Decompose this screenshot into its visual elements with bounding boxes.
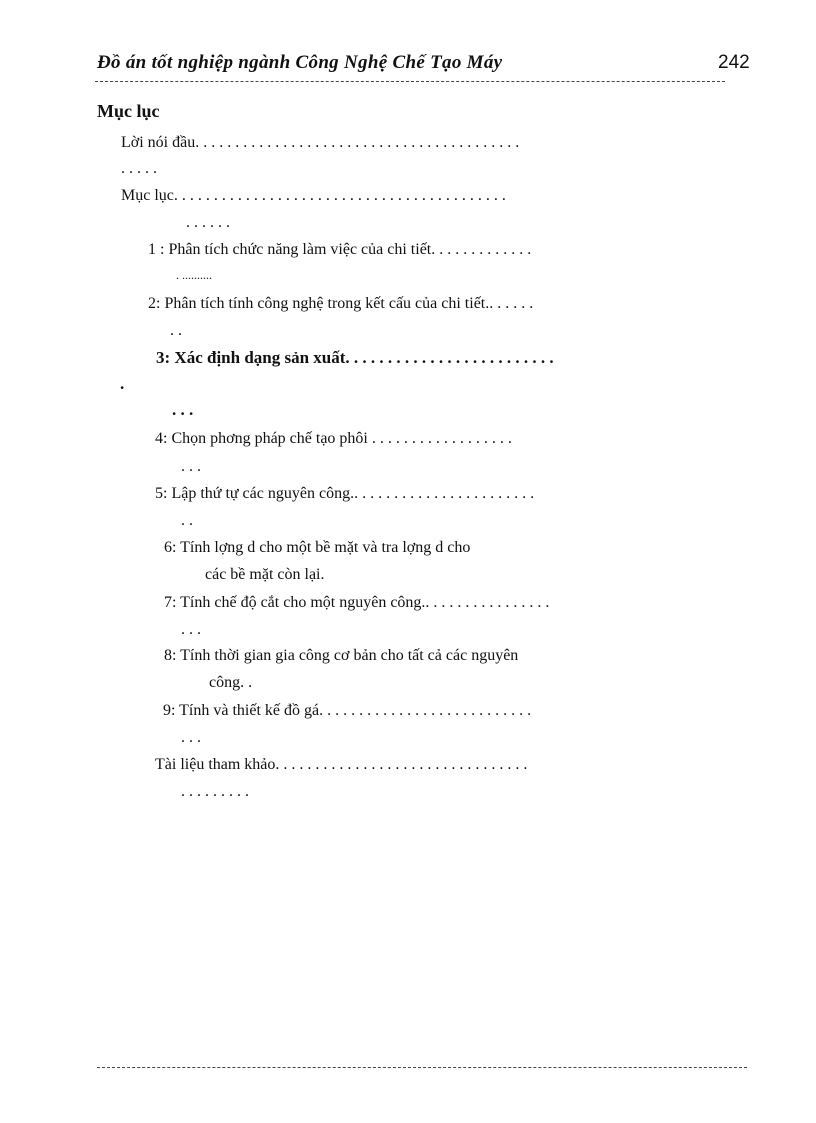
toc-entry-3-leader-a: . xyxy=(120,374,125,393)
toc-entry-4-leader: . . . xyxy=(181,458,201,475)
toc-entry-9: 9: Tính và thiết kế đồ gá. . . . . . . . . . . . . . . . . . . . . . . . . . . xyxy=(163,702,532,719)
toc-entry-contents: Mục lục. . . . . . . . . . . . . . . . . . . . . . . . . . . . . . . . . . . . . . . . . . xyxy=(121,187,506,204)
toc-entry-contents-leader: . . . . . . xyxy=(186,214,230,231)
toc-entry-1-leader: . .......... xyxy=(176,268,212,282)
toc-entry-2-leader: . . xyxy=(170,322,182,339)
toc-entry-8-continued: công. . xyxy=(209,674,253,691)
toc-entry-6: 6: Tính lợng d cho một bề mặt và tra lợng d cho xyxy=(164,539,471,556)
toc-entry-4: 4: Chọn phơng pháp chế tạo phôi . . . . . . . . . . . . . . . . . . xyxy=(155,430,512,447)
toc-entry-5: 5: Lập thứ tự các nguyên công.. . . . . . . . . . . . . . . . . . . . . . . xyxy=(155,485,535,502)
header-divider xyxy=(95,81,725,82)
toc-entry-9-leader: . . . xyxy=(181,729,201,746)
toc-entry-5-leader: . . xyxy=(181,512,193,529)
toc-entry-3-leader-b: . . . xyxy=(172,400,194,419)
toc-heading: Mục lục xyxy=(97,101,160,121)
toc-entry-7: 7: Tính chế độ cắt cho một nguyên công.. . . . . . . . . . . . . . . . xyxy=(164,594,550,611)
running-header-title: Đồ án tốt nghiệp ngành Công Nghệ Chế Tạo Máy xyxy=(97,52,503,73)
toc-entry-2: 2: Phân tích tính công nghệ trong kết cấu của chi tiết.. . . . . . xyxy=(148,295,534,312)
toc-entry-7-leader: . . . xyxy=(181,621,201,638)
toc-entry-6-continued: các bề mặt còn lại. xyxy=(205,566,325,583)
toc-entry-1: 1 : Phân tích chức năng làm việc của chi tiết. . . . . . . . . . . . . xyxy=(148,241,532,258)
toc-entry-8: 8: Tính thời gian gia công cơ bản cho tất cả các nguyên xyxy=(164,647,519,664)
toc-entry-references-leader: . . . . . . . . . xyxy=(181,783,249,800)
toc-entry-preface: Lời nói đầu. . . . . . . . . . . . . . . . . . . . . . . . . . . . . . . . . . . . . . . . . xyxy=(121,134,520,151)
footer-divider xyxy=(97,1067,747,1068)
toc-entry-references: Tài liệu tham khảo. . . . . . . . . . . . . . . . . . . . . . . . . . . . . . . . xyxy=(155,756,528,773)
toc-entry-3: 3: Xác định dạng sản xuất. . . . . . . . . . . . . . . . . . . . . . . . . xyxy=(156,348,554,367)
page-number: 242 xyxy=(718,52,750,73)
toc-entry-preface-leader: . . . . . xyxy=(121,160,157,177)
